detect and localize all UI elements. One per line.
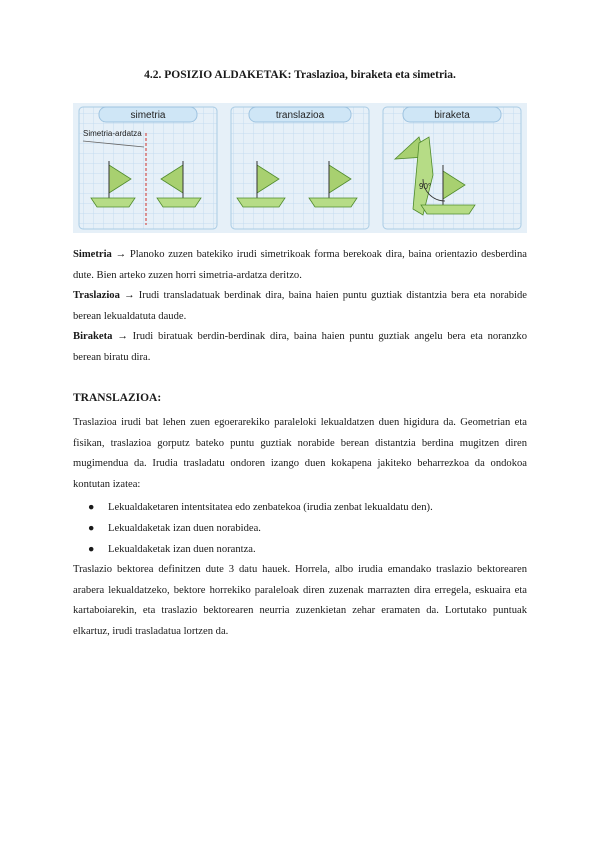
term-biraketa: Biraketa xyxy=(73,331,113,343)
translation-label: translazioa xyxy=(275,110,325,121)
list-item: ● Lekualdaketaren intentsitatea edo zenbatekoa (irudia zenbat lekualdatu den). xyxy=(88,497,433,518)
transformations-figure xyxy=(73,103,527,233)
list-item: ● Lekualdaketak izan duen norantza. xyxy=(88,539,433,560)
bullet-icon: ● xyxy=(88,523,95,534)
rotation-label: biraketa xyxy=(434,110,470,121)
bullet-list xyxy=(88,497,433,560)
definition-translation: Traslazioa → Irudi transladatuak berdinak dira, baina haien puntu guztiak distantzia bera eta norabide berean lekualdatuta daude. xyxy=(73,290,528,322)
rotation-angle: 90° xyxy=(419,182,432,191)
symmetry-axis-label: Simetria-ardatza xyxy=(83,129,142,138)
term-simetria: Simetria xyxy=(73,249,112,260)
symmetry-panel xyxy=(79,107,217,229)
translation-panel xyxy=(231,107,369,229)
rotation-panel xyxy=(383,107,521,229)
sailboat-hull-original xyxy=(237,198,285,207)
definitions xyxy=(73,245,527,369)
sailboat-hull-left xyxy=(91,198,135,207)
bullet-icon: ● xyxy=(88,544,95,555)
definition-rotation: Biraketa → Irudi biratuak berdin-berdinak dira, baina haien puntu guztiak angelu bera eta noranzko berean biratu dira. xyxy=(73,331,527,363)
intro-paragraph: Traslazioa irudi bat lehen zuen egoerarekiko paraleloki lekualdatzen duen higidura da. Geometrian eta fisikan, traslazioa gorputz bateko puntu guztiak norabide berean distantzia berdina mugitzen diren mugimendua da. Irudia trasladatu ondoren izango duen kokapena jakiteko beharrezkoa da ondokoa kontutan izatea: xyxy=(73,417,527,490)
closing-paragraph: Traslazio bektorea definitzen dute 3 datu hauek. Horrela, albo irudia emandako traslazio bektorearen arabera lekualdatzeko, bektore horrekiko paraleloak diren zuzenak marrazten dira erregela, eskuaira eta kartaboiarekin, eta traslazio bektorearen neurria zuzenkietan zehar eramaten da. Lortutako puntuak elkartuz, irudi trasladatua lortzen da. xyxy=(73,564,527,637)
list-item: ● Lekualdaketak izan duen norabidea. xyxy=(88,518,433,539)
symmetry-label: simetria xyxy=(130,110,166,121)
section-heading: TRANSLAZIOA: xyxy=(73,392,162,404)
definition-symmetry: Simetria → Planoko zuzen batekiko irudi simetrikoak forma berekoak dira, baina orientazio desberdina dute. Bien arteko zuzen horri simetria-ardatza deritzo. xyxy=(73,249,528,281)
sailboat-hull-original-rot xyxy=(421,205,475,214)
page-title: 4.2. POSIZIO ALDAKETAK: Traslazioa, biraketa eta simetria. xyxy=(144,69,456,81)
term-traslazioa: Traslazioa xyxy=(73,290,120,302)
sailboat-hull-translated xyxy=(309,198,357,207)
sailboat-hull-right xyxy=(157,198,201,207)
bullet-icon: ● xyxy=(88,502,95,513)
